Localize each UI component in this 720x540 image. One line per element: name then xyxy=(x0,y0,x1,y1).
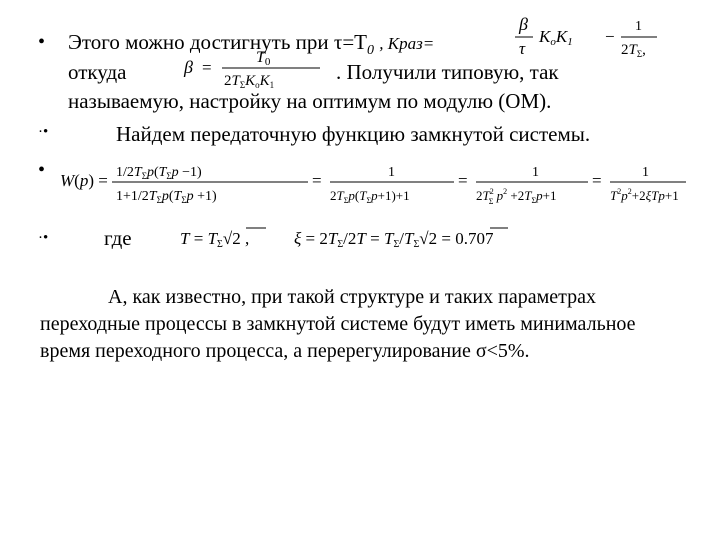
formula-W-eq2: = xyxy=(458,171,468,190)
line-4: Найдем передаточную функцию замкнутой системы. xyxy=(116,122,591,146)
formula-kraz xyxy=(505,10,675,62)
formula-kraz-one: 1 xyxy=(635,19,642,34)
line-1-sub: 0 xyxy=(367,43,375,59)
formula-kraz-k0k1: KoK1 xyxy=(539,27,573,48)
bullet-1: • xyxy=(38,31,46,53)
line-3: называемую, настройку на оптимум по модулю (ОМ). xyxy=(68,89,552,113)
formula-kraz-2t: $2T_\Sigma$, xyxy=(621,42,646,59)
line-1-main: Этого можно достигнуть при τ=T xyxy=(68,30,368,54)
formula-beta-eq: = xyxy=(202,58,212,77)
line-1-kraz: , Kраз= xyxy=(379,34,435,53)
bullet-4-mark: • xyxy=(43,230,49,246)
bullet-3: • xyxy=(38,159,46,181)
line-2-rest: . Получили типовую, так xyxy=(336,60,559,84)
formula-W-f3-num: 1 xyxy=(532,165,539,180)
bullet-2 xyxy=(38,122,48,142)
formula-beta-t0: T0 xyxy=(256,49,271,68)
formula-beta-sym: β xyxy=(184,57,193,77)
formula-T: T = TΣ√2 , xyxy=(180,229,250,250)
formula-kraz-minus: − xyxy=(605,27,615,46)
bullet-2-dot: · xyxy=(38,124,43,140)
formula-W-f4-den: $T^2p^2+2\xi Tp+1$ xyxy=(610,187,679,203)
formula-beta xyxy=(180,44,330,92)
formula-W-eq3: = xyxy=(592,171,602,190)
formula-T-xi xyxy=(178,222,558,258)
formula-beta-den: $2T_\Sigma K_oK_1$ xyxy=(224,73,275,90)
conclusion-paragraph: А, как известно, при такой структуре и таких параметрах переходные процессы в замкнутой системе будут иметь минимальное время переходного процесса, а перерегулирование σ<5%. xyxy=(40,286,636,362)
formula-W-f2-num: 1 xyxy=(388,165,395,180)
gde-label: где xyxy=(104,226,132,250)
formula-W xyxy=(58,156,688,216)
formula-W-f4-num: 1 xyxy=(642,165,649,180)
formula-W-f2-den: $2T_\Sigma p(T_\Sigma p+1)+1$ xyxy=(330,188,410,205)
formula-W-eq1: = xyxy=(312,171,322,190)
line-2-otkuda: откуда xyxy=(68,60,127,84)
formula-kraz-beta: β xyxy=(519,14,528,34)
formula-W-f1-num: $1/2T_\Sigma p(T_\Sigma p -1)$ xyxy=(116,165,202,181)
bullet-4-dot: · xyxy=(38,230,43,246)
formula-W-f3-den: $2T^2$ Σ $p^2 +2T_\Sigma p+1$ xyxy=(476,187,557,206)
bullet-2-mark: • xyxy=(43,124,49,140)
formula-W-f1-den: $1+1/2T_\Sigma p(T_\Sigma p +1)$ xyxy=(116,189,217,205)
formula-W-lhs: W(p) = xyxy=(60,171,108,190)
bullet-4 xyxy=(38,228,48,248)
formula-xi: ξ = 2TΣ/2T = TΣ/TΣ√2 = 0.707 xyxy=(294,229,494,250)
formula-kraz-tau: τ xyxy=(519,39,526,58)
